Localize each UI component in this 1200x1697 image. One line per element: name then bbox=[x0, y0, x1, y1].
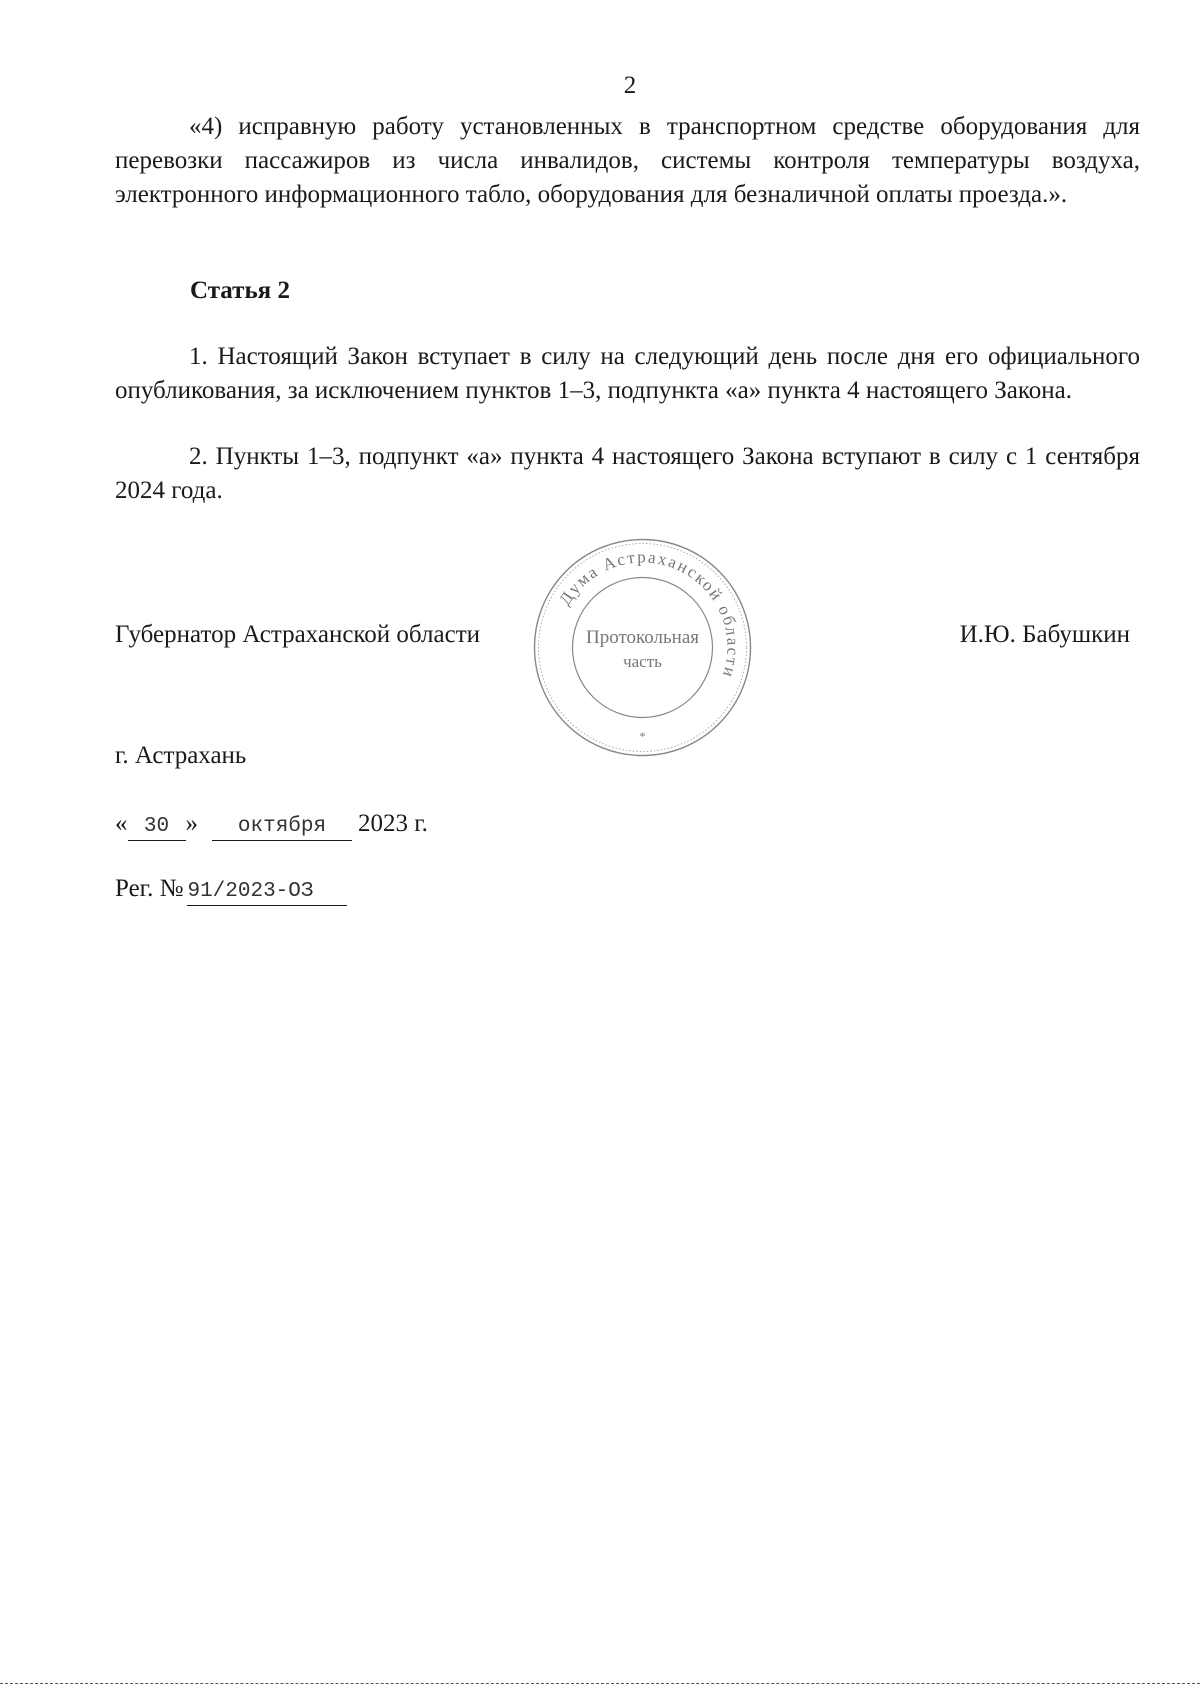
signer-title: Губернатор Астраханской области bbox=[115, 621, 481, 648]
stamp-ring-text: Дума Астраханской области bbox=[555, 547, 743, 682]
page-number: 2 bbox=[623, 72, 637, 99]
stamp-center-line-2: часть bbox=[623, 652, 662, 671]
date-month-field: октября bbox=[212, 814, 352, 841]
stamp-star: * bbox=[639, 729, 646, 743]
article-heading: Статья 2 bbox=[190, 277, 290, 304]
clause-1: 1. Настоящий Закон вступает в силу на следующий день после дня его официального опубликования, за исключением пунктов 1–3, подпункта «а» пункта 4 настоящего Закона. bbox=[115, 343, 1140, 404]
date-year: 2023 г. bbox=[358, 810, 428, 837]
stamp-center-line-1: Протокольная bbox=[585, 627, 700, 648]
date-line bbox=[115, 810, 428, 841]
official-stamp bbox=[530, 535, 755, 760]
date-open-quote: « bbox=[115, 810, 128, 837]
stamp-seal-graphic bbox=[530, 535, 755, 760]
registration-line bbox=[115, 875, 347, 906]
city-line: г. Астрахань bbox=[115, 742, 247, 769]
signer-name: И.Ю. Бабушкин bbox=[959, 621, 1130, 648]
registration-label: Рег. № bbox=[115, 875, 184, 902]
registration-number-field: 91/2023-ОЗ bbox=[187, 879, 347, 906]
paragraph-item-4: «4) исправную работу установленных в транспортном средстве оборудования для перевозки пассажиров из числа инвалидов, системы контроля температуры воздуха, электронного информационного табло, оборудования для безналичной оплаты проезда.». bbox=[115, 113, 1140, 208]
page-bottom-rule bbox=[0, 1683, 1200, 1684]
date-close-quote: » bbox=[185, 810, 198, 837]
date-day-field: 30 bbox=[128, 814, 186, 841]
clause-2: 2. Пункты 1–3, подпункт «а» пункта 4 настоящего Закона вступают в силу с 1 сентября 2024 года. bbox=[115, 443, 1140, 504]
